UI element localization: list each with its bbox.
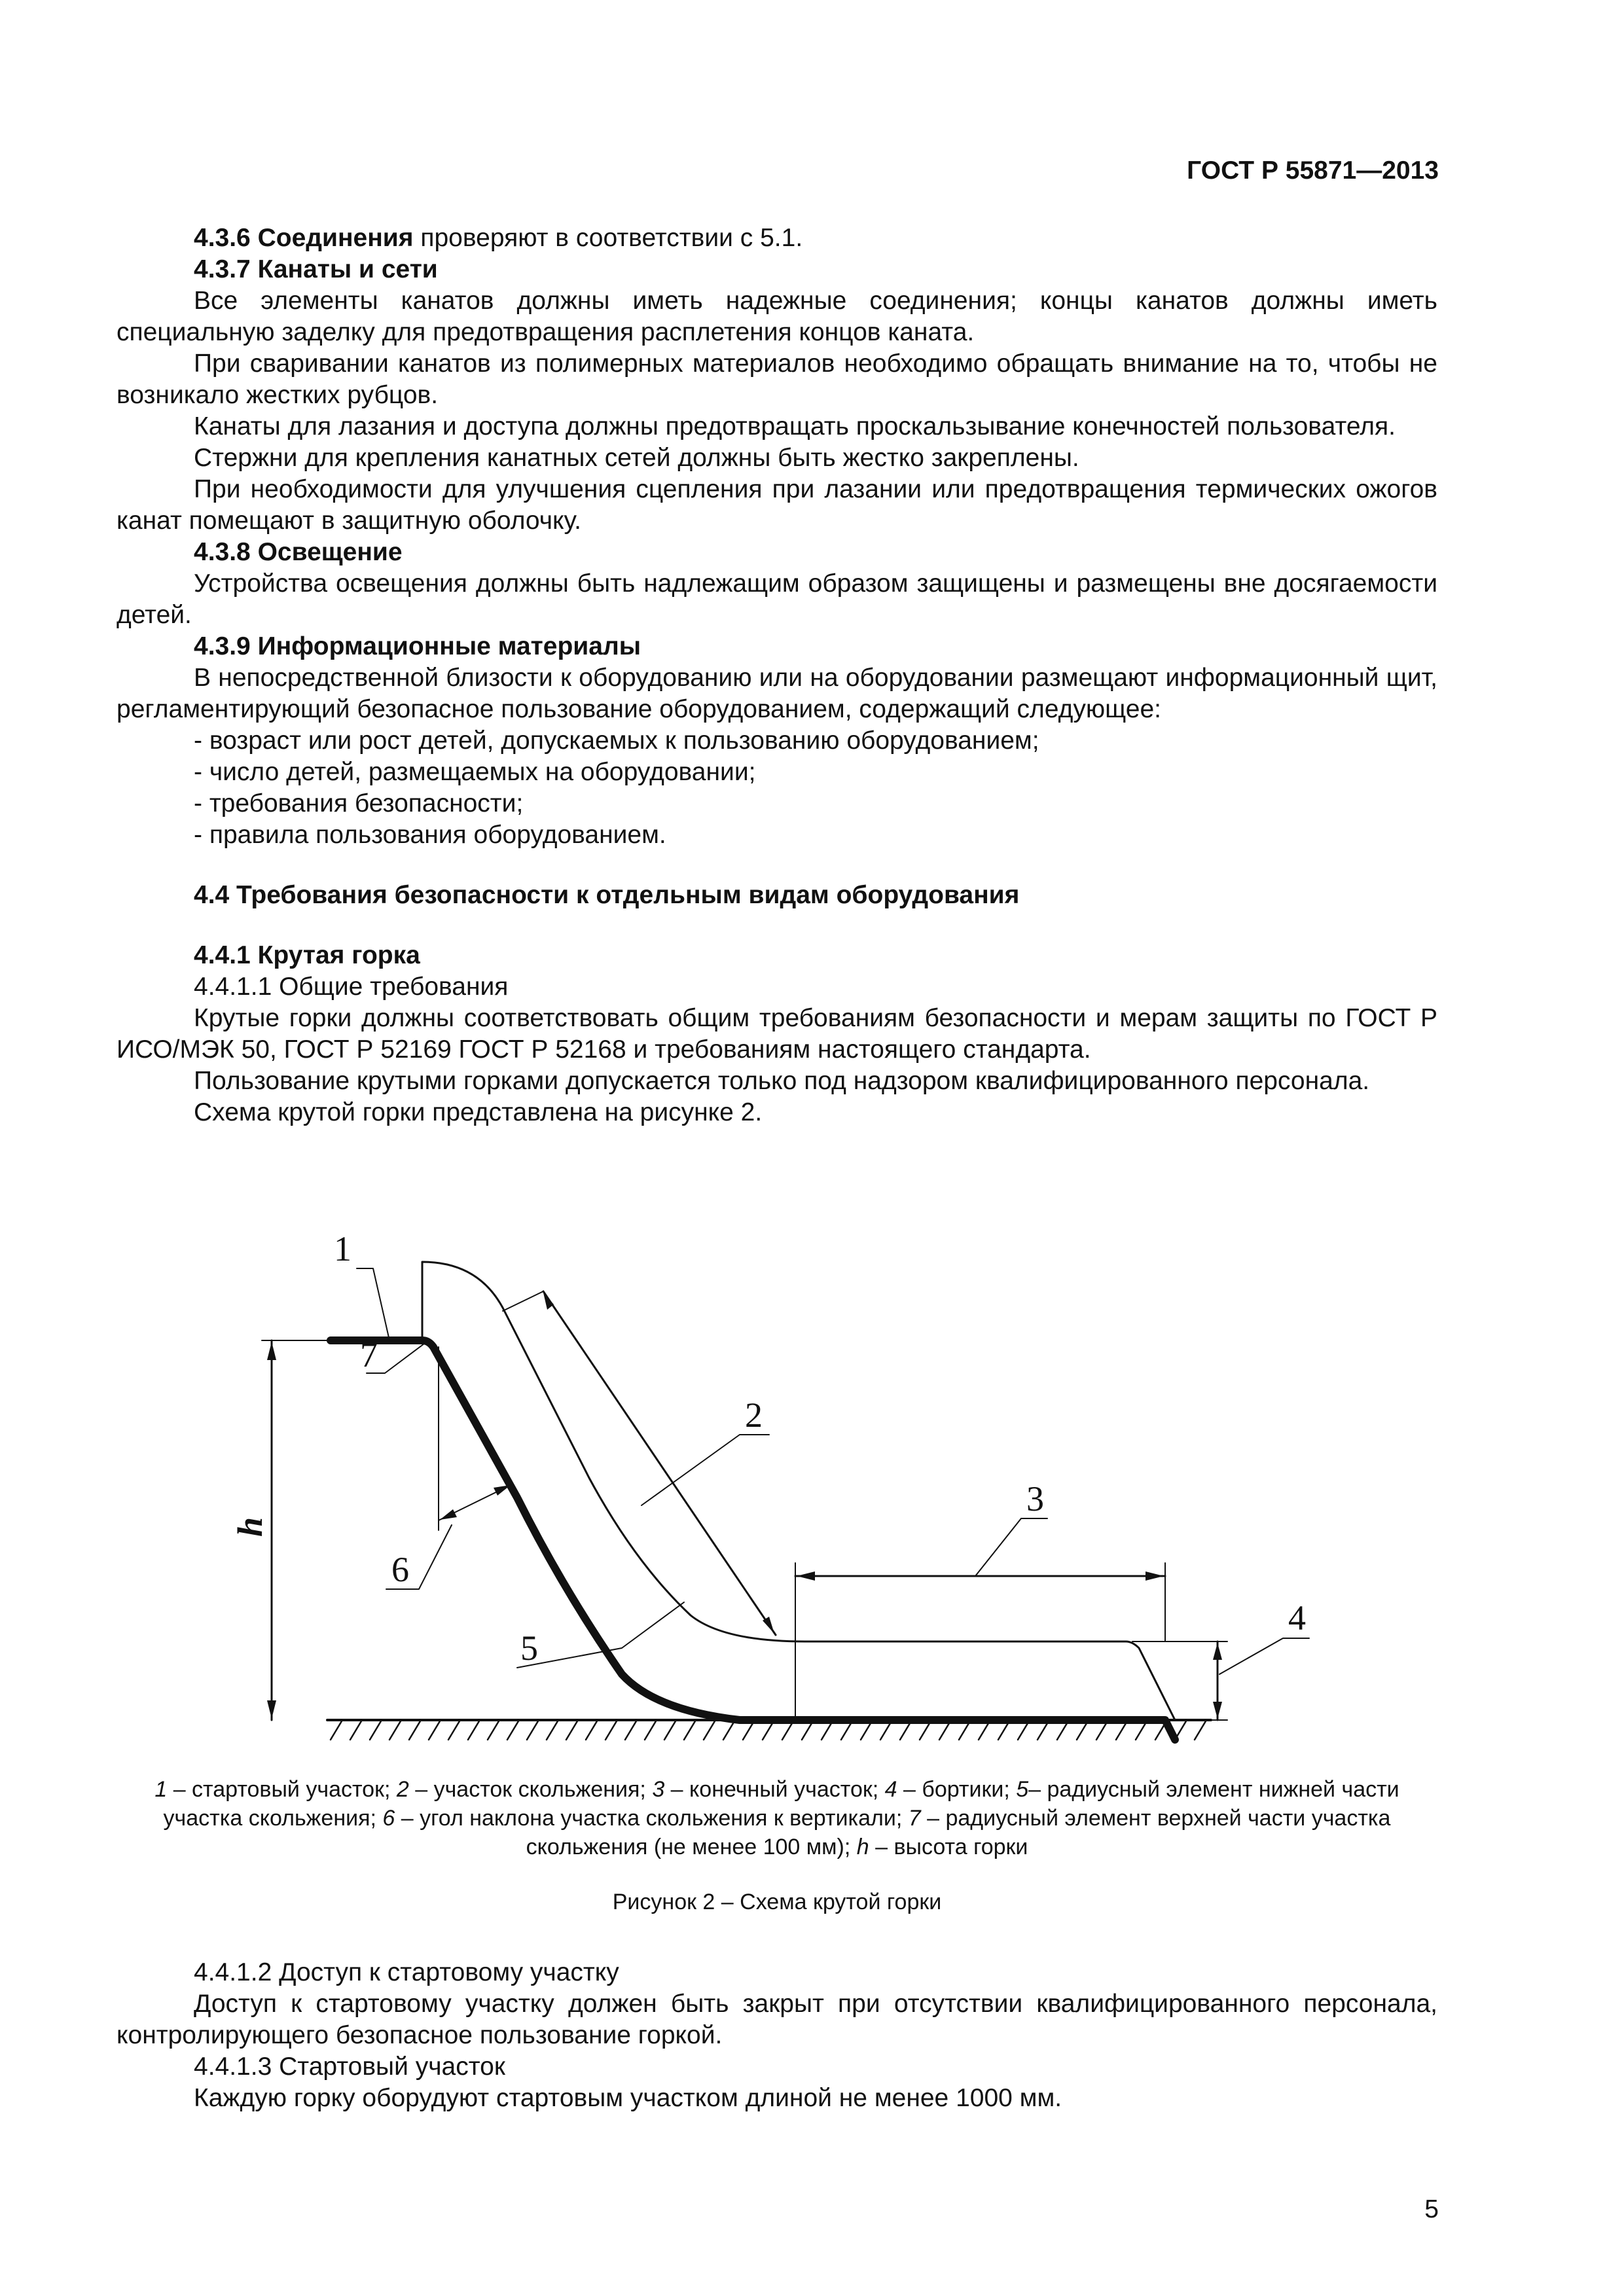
figure-legend bbox=[117, 1775, 1437, 1861]
paragraph: Схема крутой горки представлена на рисунке 2. bbox=[194, 1098, 763, 1126]
label-5: 5 bbox=[520, 1628, 538, 1668]
hatch-stroke bbox=[625, 1720, 637, 1740]
list-item: - требования безопасности; bbox=[194, 789, 524, 817]
hatch-stroke bbox=[331, 1720, 342, 1740]
paragraph: Канаты для лазания и доступа должны предотвращать проскальзывание конечностей пользователя. bbox=[194, 412, 1396, 440]
leader-2 bbox=[641, 1435, 769, 1505]
hatch-stroke bbox=[527, 1720, 539, 1740]
hatch-stroke bbox=[488, 1720, 499, 1740]
height-arrow-bottom bbox=[267, 1700, 276, 1719]
hatch-stroke bbox=[684, 1720, 696, 1740]
hatch-stroke bbox=[664, 1720, 676, 1740]
paragraph: В непосредственной близости к оборудованию или на оборудовании размещают информационный щит, регламентирующий безопасное пользование оборудованием, содержащий следующее: bbox=[117, 664, 1437, 723]
legend-key: 5 bbox=[1016, 1777, 1029, 1802]
paragraph: Стержни для крепления канатных сетей должны быть жестко закреплены. bbox=[194, 444, 1079, 472]
runout-arrow-right bbox=[1146, 1571, 1164, 1581]
hatch-stroke bbox=[350, 1720, 362, 1740]
legend-key: 3 bbox=[652, 1777, 665, 1802]
legend-key: 6 bbox=[382, 1806, 395, 1831]
figure-title: Рисунок 2 – Схема крутой горки bbox=[612, 1890, 942, 1914]
hatch-stroke bbox=[429, 1720, 441, 1740]
section-4-4-1-title: 4.4.1 Крутая горка bbox=[194, 941, 420, 969]
legend-key: h bbox=[856, 1835, 869, 1859]
wall-arrow-bottom bbox=[1213, 1702, 1222, 1719]
section-4-3-6 bbox=[117, 223, 1437, 254]
paragraph: Доступ к стартовому участку должен быть закрыт при отсутствии квалифицированного персонала, контролирующего безопасное пользование горкой. bbox=[117, 1990, 1437, 2049]
hatch-stroke bbox=[409, 1720, 421, 1740]
wall-arrow-top bbox=[1213, 1643, 1222, 1660]
legend-description: – радиусный элемент верхней части участка скольжения (не менее 100 мм); bbox=[526, 1806, 1391, 1859]
main-text bbox=[117, 223, 1437, 1128]
paragraph: Все элементы канатов должны иметь надежные соединения; концы канатов должны иметь специальную заделку для предотвращения расплетения концов каната. bbox=[117, 287, 1437, 346]
standard-header: ГОСТ Р 55871—2013 bbox=[1187, 156, 1439, 185]
slide-length-arrow bbox=[543, 1293, 554, 1310]
label-6: 6 bbox=[391, 1550, 409, 1589]
hatch-stroke bbox=[645, 1720, 657, 1740]
legend-description: – стартовый участок; bbox=[167, 1777, 397, 1802]
slide-length-dimension bbox=[503, 1291, 543, 1311]
label-2: 2 bbox=[745, 1395, 763, 1435]
section-4-4-1-2-title: 4.4.1.2 Доступ к стартовому участку bbox=[194, 1958, 619, 1986]
slide-diagram bbox=[111, 1223, 1519, 1753]
legend-description: – бортики; bbox=[897, 1777, 1017, 1802]
list-item: - правила пользования оборудованием. bbox=[194, 821, 666, 849]
leader-1 bbox=[357, 1268, 389, 1340]
hatch-stroke bbox=[507, 1720, 519, 1740]
label-4: 4 bbox=[1288, 1598, 1306, 1638]
label-3: 3 bbox=[1026, 1479, 1044, 1518]
hatch-stroke bbox=[586, 1720, 598, 1740]
hatch-stroke bbox=[1195, 1720, 1206, 1740]
label-1: 1 bbox=[334, 1229, 352, 1268]
section-4-3-7-title: 4.3.7 Канаты и сети bbox=[194, 255, 438, 283]
hatch-stroke bbox=[704, 1720, 715, 1740]
page-number: 5 bbox=[1424, 2195, 1439, 2223]
height-arrow-top bbox=[267, 1342, 276, 1360]
hatch-stroke bbox=[547, 1720, 558, 1740]
legend-key: 2 bbox=[396, 1777, 409, 1802]
paragraph: При сваривании канатов из полимерных материалов необходимо обращать внимание на то, чтобы не возникало жестких рубцов. bbox=[117, 350, 1437, 409]
section-4-4-1-1-title: 4.4.1.1 Общие требования bbox=[194, 973, 509, 1001]
section-4-3-9-title: 4.3.9 Информационные материалы bbox=[194, 632, 641, 660]
hatch-stroke bbox=[468, 1720, 480, 1740]
leader-4 bbox=[1219, 1638, 1309, 1674]
paragraph: При необходимости для улучшения сцепления при лазании или предотвращения термических ожогов канат помещают в защитную оболочку. bbox=[117, 475, 1437, 535]
legend-description: – высота горки bbox=[869, 1835, 1028, 1859]
section-4-4-title: 4.4 Требования безопасности к отдельным видам оборудования bbox=[194, 881, 1020, 909]
legend-text bbox=[154, 1777, 1399, 1859]
leader-3 bbox=[975, 1518, 1047, 1576]
runout-arrow-left bbox=[797, 1571, 815, 1581]
legend-description: – радиусный элемент нижней части участка скольжения; bbox=[163, 1777, 1399, 1831]
angle-arrow bbox=[494, 1485, 511, 1496]
legend-key: 1 bbox=[154, 1777, 168, 1802]
section-4-3-6-title: 4.3.6 Соединения bbox=[194, 224, 414, 252]
paragraph: Крутые горки должны соответствовать общим требованиям безопасности и мерам защиты по ГОСТ Р ИСО/МЭК 50, ГОСТ Р 52169 ГОСТ Р 52168 и требованиям настоящего стандарта. bbox=[117, 1004, 1437, 1064]
bottom-text bbox=[117, 1957, 1437, 2114]
legend-description: – участок скольжения; bbox=[408, 1777, 653, 1802]
list-item: - число детей, размещаемых на оборудовании; bbox=[194, 758, 756, 786]
label-h: h bbox=[230, 1516, 270, 1537]
paragraph: Пользование крутыми горками допускается только под надзором квалифицированного персонала. bbox=[194, 1067, 1370, 1095]
leader-5 bbox=[517, 1602, 684, 1668]
hatch-stroke bbox=[566, 1720, 578, 1740]
angle-arrow bbox=[440, 1509, 457, 1520]
paragraph: Каждую горку оборудуют стартовым участком длиной не менее 1000 мм. bbox=[194, 2084, 1062, 2112]
section-4-3-8-title: 4.3.8 Освещение bbox=[194, 538, 403, 566]
hatch-stroke bbox=[370, 1720, 382, 1740]
legend-description: – угол наклона участка скольжения к вертикали; bbox=[395, 1806, 909, 1831]
hatch-stroke bbox=[605, 1720, 617, 1740]
legend-key: 7 bbox=[908, 1806, 921, 1831]
hatch-stroke bbox=[448, 1720, 460, 1740]
hatch-stroke bbox=[389, 1720, 401, 1740]
section-4-4-1-3-title: 4.4.1.3 Стартовый участок bbox=[194, 2053, 505, 2081]
section-4-3-6-text: проверяют в соответствии с 5.1. bbox=[413, 224, 803, 252]
label-7: 7 bbox=[360, 1335, 378, 1374]
list-item: - возраст или рост детей, допускаемых к пользованию оборудованием; bbox=[194, 726, 1039, 755]
legend-description: – конечный участок; bbox=[664, 1777, 885, 1802]
legend-key: 4 bbox=[884, 1777, 897, 1802]
paragraph: Устройства освещения должны быть надлежащим образом защищены и размещены вне досягаемости детей. bbox=[117, 569, 1437, 629]
